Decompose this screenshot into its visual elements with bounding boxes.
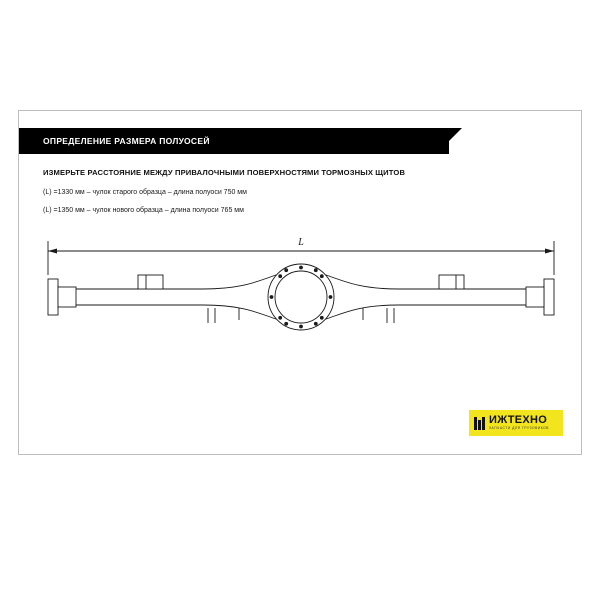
page-title: ОПРЕДЕЛЕНИЕ РАЗМЕРА ПОЛУОСЕЙ [43,136,210,146]
card-subtitle: ИЗМЕРЬТЕ РАССТОЯНИЕ МЕЖДУ ПРИВАЛОЧНЫМИ ПОВЕРХНОСТЯМИ ТОРМОЗНЫХ ЩИТОВ [43,168,406,177]
card-title-bar [19,128,449,154]
brand-logo [469,410,563,436]
note-new-type: (L) =1350 мм – чулок нового образца – длина полуоси 765 мм [43,207,244,214]
logo-bars-icon [474,417,486,430]
axle-housing-drawing [43,229,559,359]
logo-tagline: ЗАПЧАСТИ ДЛЯ ГРУЗОВИКОВ [489,426,549,430]
dimension-label: L [298,237,304,248]
note-old-type: (L) =1330 мм – чулок старого образца – длина полуоси 750 мм [43,189,247,196]
info-card [18,110,582,455]
logo-name: ИЖТЕХНО [489,414,548,426]
